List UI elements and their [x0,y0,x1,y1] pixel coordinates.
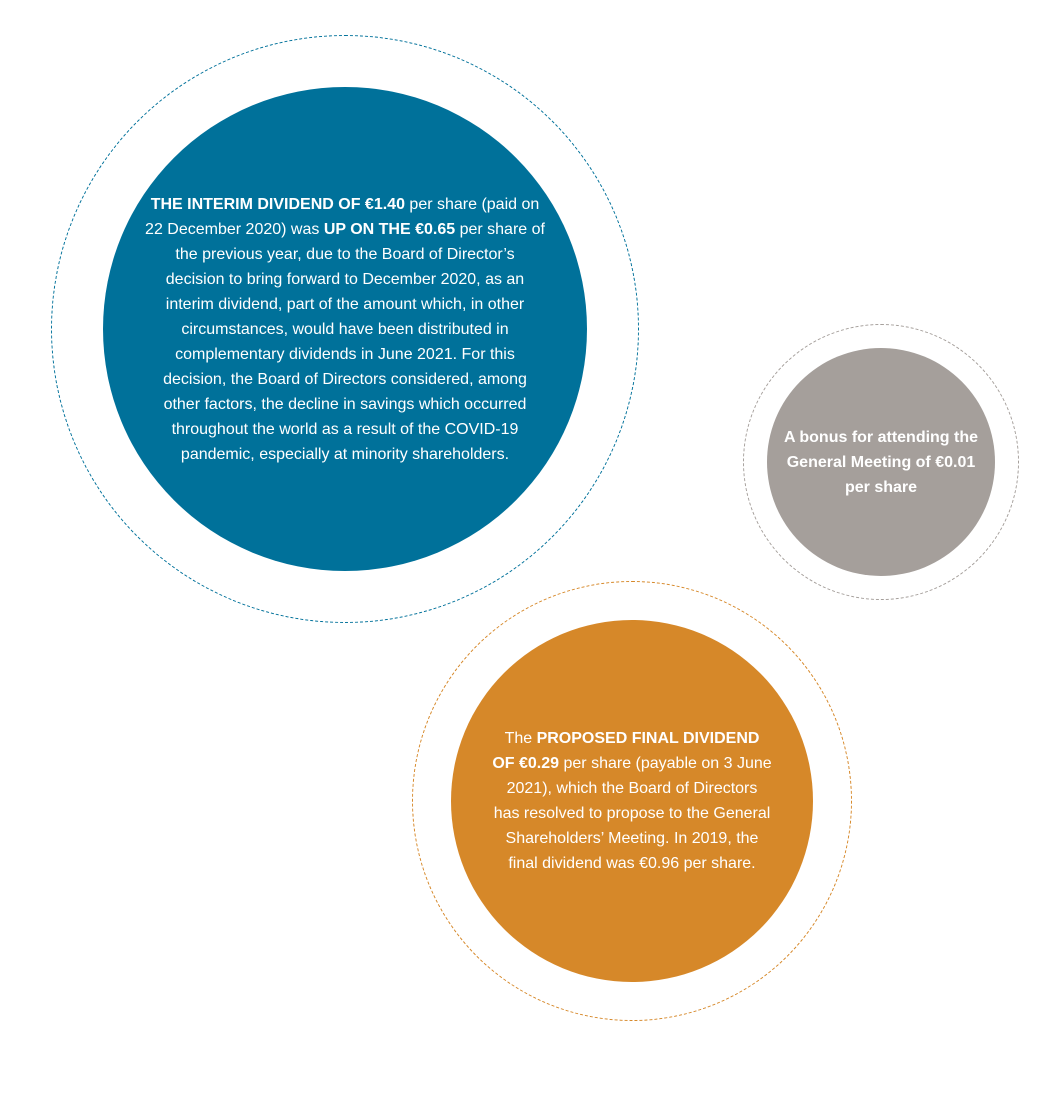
interim-dividend-increase: UP ON THE €0.65 [323,220,456,238]
final-dividend-text-part-1: The [504,730,537,747]
final-dividend-text [492,726,772,876]
interim-dividend-amount: THE INTERIM DIVIDEND OF €1.40 [150,195,405,213]
attendance-bonus-circle [767,348,995,576]
final-dividend-circle [451,620,813,982]
interim-dividend-text-part-1: per share (paid on 22 December 2020) was [145,195,540,238]
interim-dividend-text [145,192,545,467]
attendance-bonus-text: A bonus for attending the General Meeting of €0.01 per share [783,428,979,496]
interim-dividend-circle [103,87,587,571]
interim-dividend-text-part-2: per share of the previous year, due to the Board of Director’s decision to bring forward to December 2020, as an interim dividend, part of the amount which, in other circumstances, would have been distributed in complementary dividends in June 2021. For this decision, the Board of Directors considered, among other factors, the decline in savings which occurred throughout the world as a result of the COVID-19 pandemic, especially at minority shareholders. [163,220,545,463]
final-dividend-amount: PROPOSED FINAL DIVIDEND OF €0.29 [492,730,760,772]
final-dividend-text-part-2: per share (payable on 3 June 2021), which the Board of Directors has resolved to propose to the General Shareholders’ Meeting. In 2019, the final dividend was €0.96 per share. [493,755,772,872]
